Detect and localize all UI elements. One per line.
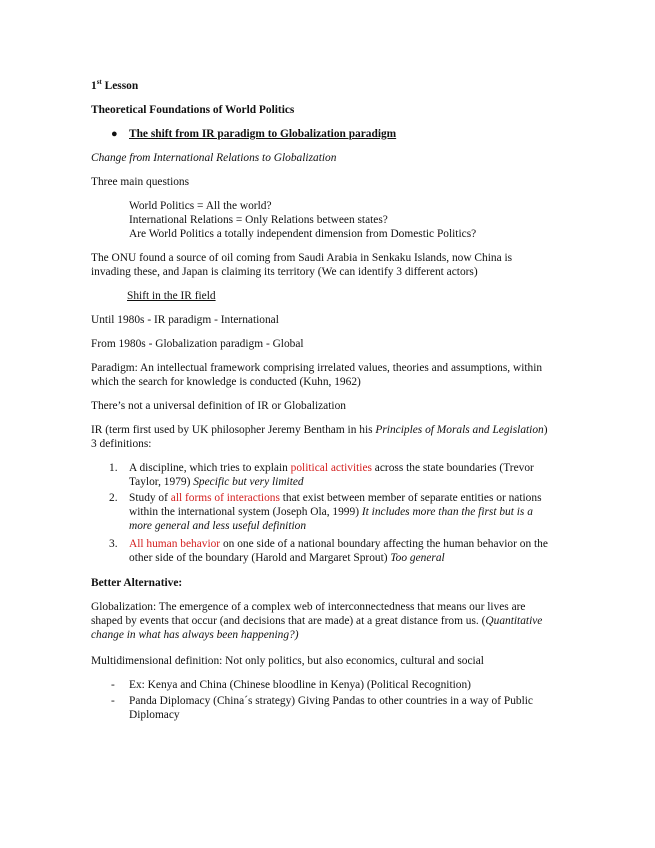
definition-1-line-1: A discipline, which tries to explain political activities across the state boundaries (Trevor [129, 462, 534, 474]
ir-definition-line-2: 3 definitions: [91, 438, 152, 450]
definition-3-line-1: All human behavior on one side of a national boundary affecting the human behavior on the [129, 538, 548, 550]
bullet-icon: ● [111, 128, 118, 140]
example-1-dash: - [111, 679, 115, 691]
from-1980s: From 1980s - Globalization paradigm - Global [91, 338, 304, 350]
globalization-line-2: shaped by events that occur (and decisions that are made) at a great distance from us. (Quantitative [91, 615, 543, 627]
paradigm-line-1: Paradigm: An intellectual framework comprising irrelated values, theories and assumptions, within [91, 362, 543, 374]
onu-line-2: invading these, and Japan is claiming its territory (We can identify 3 different actors) [91, 266, 478, 278]
multidimensional-definition: Multidimensional definition: Not only politics, but also economics, cultural and social [91, 655, 484, 667]
example-2-line-1: Panda Diplomacy (China´s strategy) Giving Pandas to other countries in a way of Public [129, 695, 533, 707]
globalization-line-1: Globalization: The emergence of a complex web of interconnectedness that means our lives are [91, 601, 526, 613]
page-title: Theoretical Foundations of World Politics [91, 104, 295, 116]
definition-2-line-1: Study of all forms of interactions that exist between member of separate entities or nations [129, 492, 542, 504]
example-1: Ex: Kenya and China (Chinese bloodline in Kenya) (Political Recognition) [129, 679, 471, 691]
shift-heading: Shift in the IR field [127, 290, 216, 302]
paradigm-line-2: which the search for knowledge is conducted (Kuhn, 1962) [91, 376, 361, 388]
onu-line-1: The ONU found a source of oil coming from Saudi Arabia in Senkaku Islands, now China is [91, 252, 513, 264]
question-3: Are World Politics a totally independent dimension from Domestic Politics? [129, 228, 477, 240]
until-1980s: Until 1980s - IR paradigm - International [91, 314, 279, 326]
example-2-line-2: Diplomacy [129, 709, 180, 721]
ir-definition-line-1: IR (term first used by UK philosopher Jeremy Bentham in his Principles of Morals and Legislation) [91, 424, 548, 436]
globalization-line-3: change in what has always been happening?) [91, 629, 299, 641]
question-1: World Politics = All the world? [129, 200, 272, 212]
example-2-dash: - [111, 695, 115, 707]
definition-2-line-3: more general and less useful definition [129, 520, 307, 532]
question-2: International Relations = Only Relations between states? [129, 214, 388, 226]
definition-3-number: 3. [109, 538, 118, 550]
definition-2-number: 2. [109, 492, 118, 504]
definition-1-line-2: Taylor, 1979) Specific but very limited [129, 476, 304, 488]
definition-1-number: 1. [109, 462, 118, 474]
bullet-heading: The shift from IR paradigm to Globalization paradigm [129, 128, 397, 140]
better-alternative-heading: Better Alternative: [91, 577, 183, 589]
three-questions-label: Three main questions [91, 176, 190, 188]
lesson-heading: 1st Lesson [91, 78, 139, 92]
subtitle: Change from International Relations to Globalization [91, 152, 337, 164]
definition-2-line-2: within the international system (Joseph Ola, 1999) It includes more than the first but is a [129, 506, 533, 518]
no-universal-definition: There’s not a universal definition of IR or Globalization [91, 400, 346, 412]
definition-3-line-2: other side of the boundary (Harold and Margaret Sprout) Too general [129, 552, 445, 564]
